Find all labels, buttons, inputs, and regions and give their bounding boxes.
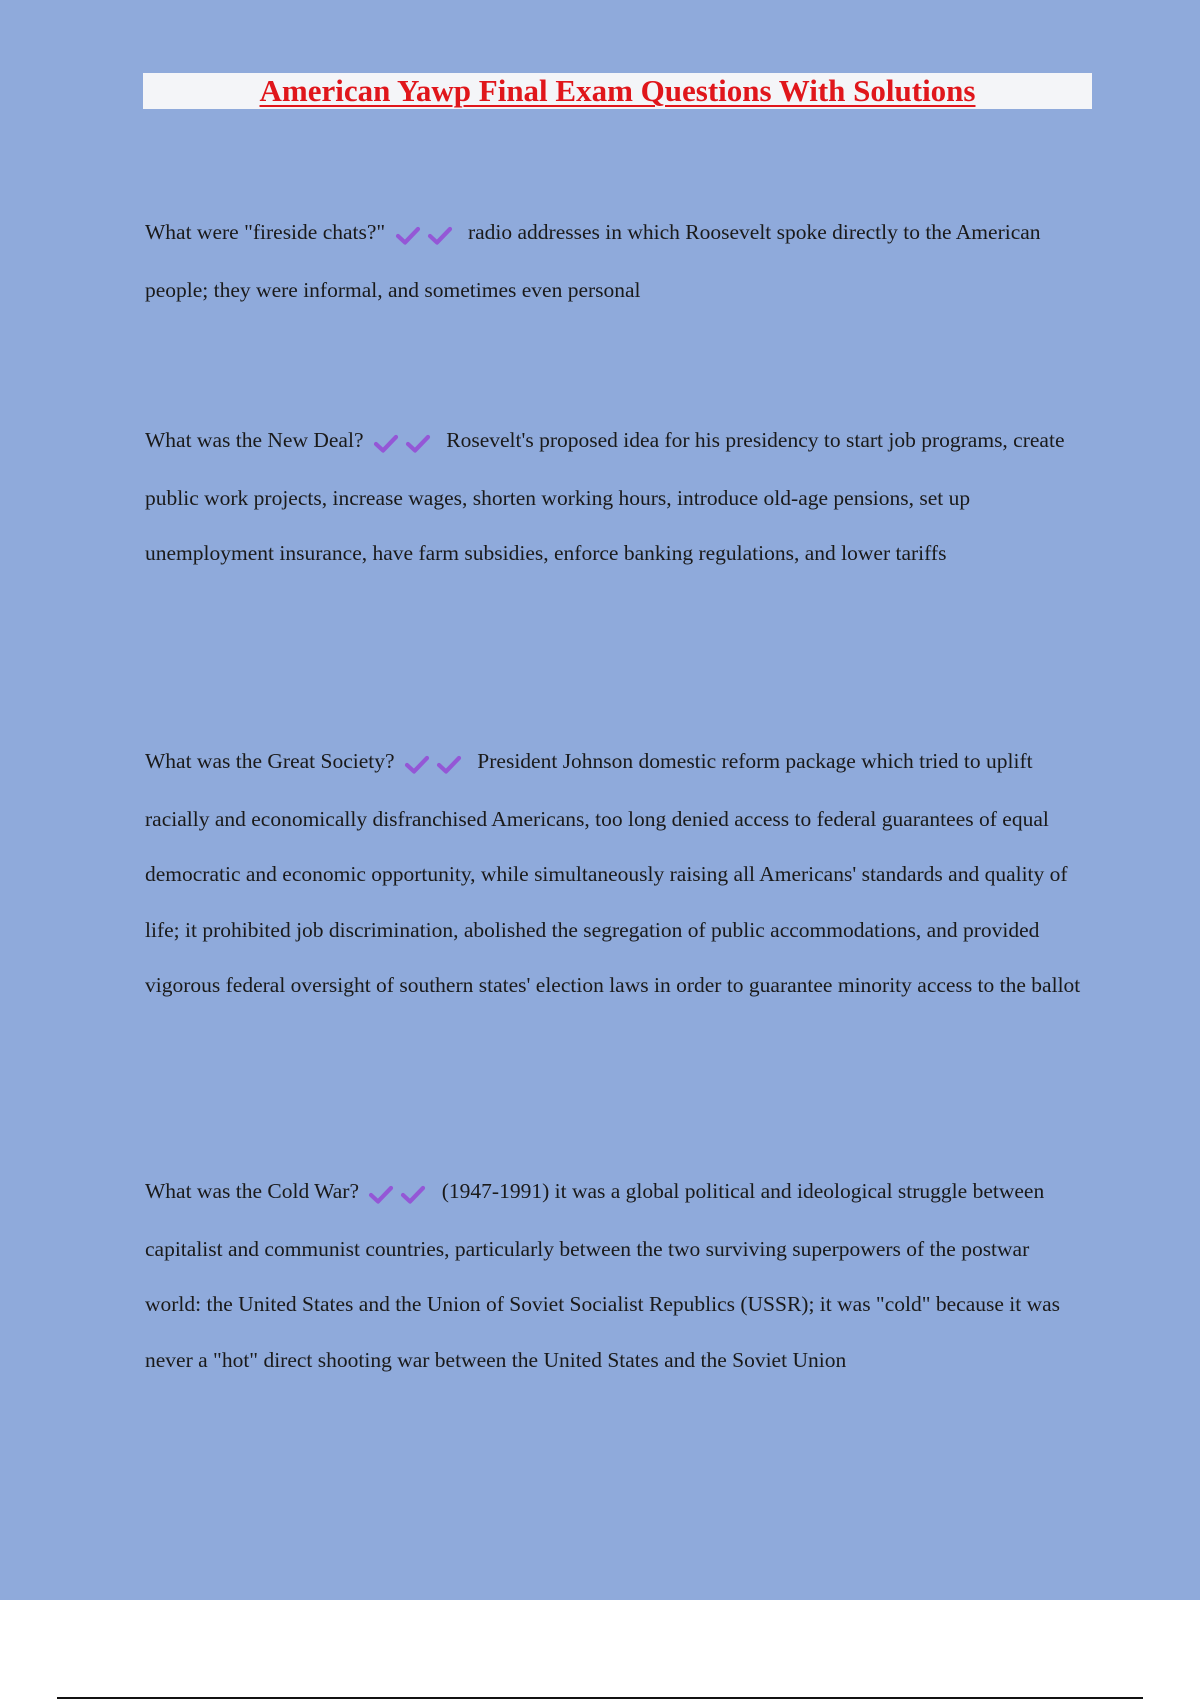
- check-icon: [427, 226, 453, 246]
- qa-item-fireside-chats: [145, 205, 1085, 318]
- answer-text: President Johnson domestic reform package which tried to uplift racially and economically disfranchised Americans, too long denied access to federal guarantees of equal democratic and economic opportunity, while simultaneously raising all Americans' standards and quality of life; it prohibited job discrimination, abolished the segregation of public accommodations, and provided vigorous federal oversight of southern states' election laws in order to guarantee minority access to the ballot: [145, 749, 1081, 997]
- qa-item-new-deal: [145, 413, 1085, 582]
- check-icon: [400, 1185, 426, 1205]
- qa-item-great-society: [145, 734, 1085, 1014]
- document-title: American Yawp Final Exam Questions With Solutions: [259, 73, 976, 108]
- check-icon: [373, 434, 399, 454]
- footer-divider: [57, 1697, 1143, 1699]
- double-check-icon: [368, 1166, 432, 1222]
- answer-text: (1947-1991) it was a global political and ideological struggle between capitalist and communist countries, particularly between the two surviving superpowers of the postwar world: the United States and the Union of Soviet Socialist Republics (USSR); it was "cold" because it was never a "hot" direct shooting war between the United States and the Soviet Union: [145, 1179, 1061, 1372]
- check-icon: [404, 755, 430, 775]
- double-check-icon: [395, 207, 459, 263]
- question-text: What was the Great Society?: [145, 749, 395, 773]
- double-check-icon: [373, 415, 437, 471]
- answer-text: radio addresses in which Roosevelt spoke directly to the American people; they were informal, and sometimes even personal: [145, 220, 1041, 302]
- check-icon: [395, 226, 421, 246]
- question-text: What was the New Deal?: [145, 428, 364, 452]
- title-banner: [143, 73, 1092, 109]
- answer-text: Rosevelt's proposed idea for his presidency to start job programs, create public work projects, increase wages, shorten working hours, introduce old-age pensions, set up unemployment insurance, have farm subsidies, enforce banking regulations, and lower tariffs: [145, 428, 1065, 565]
- qa-item-cold-war: [145, 1164, 1085, 1388]
- check-icon: [368, 1185, 394, 1205]
- question-text: What was the Cold War?: [145, 1179, 360, 1203]
- question-text: What were "fireside chats?": [145, 220, 386, 244]
- double-check-icon: [404, 736, 468, 792]
- check-icon: [436, 755, 462, 775]
- check-icon: [405, 434, 431, 454]
